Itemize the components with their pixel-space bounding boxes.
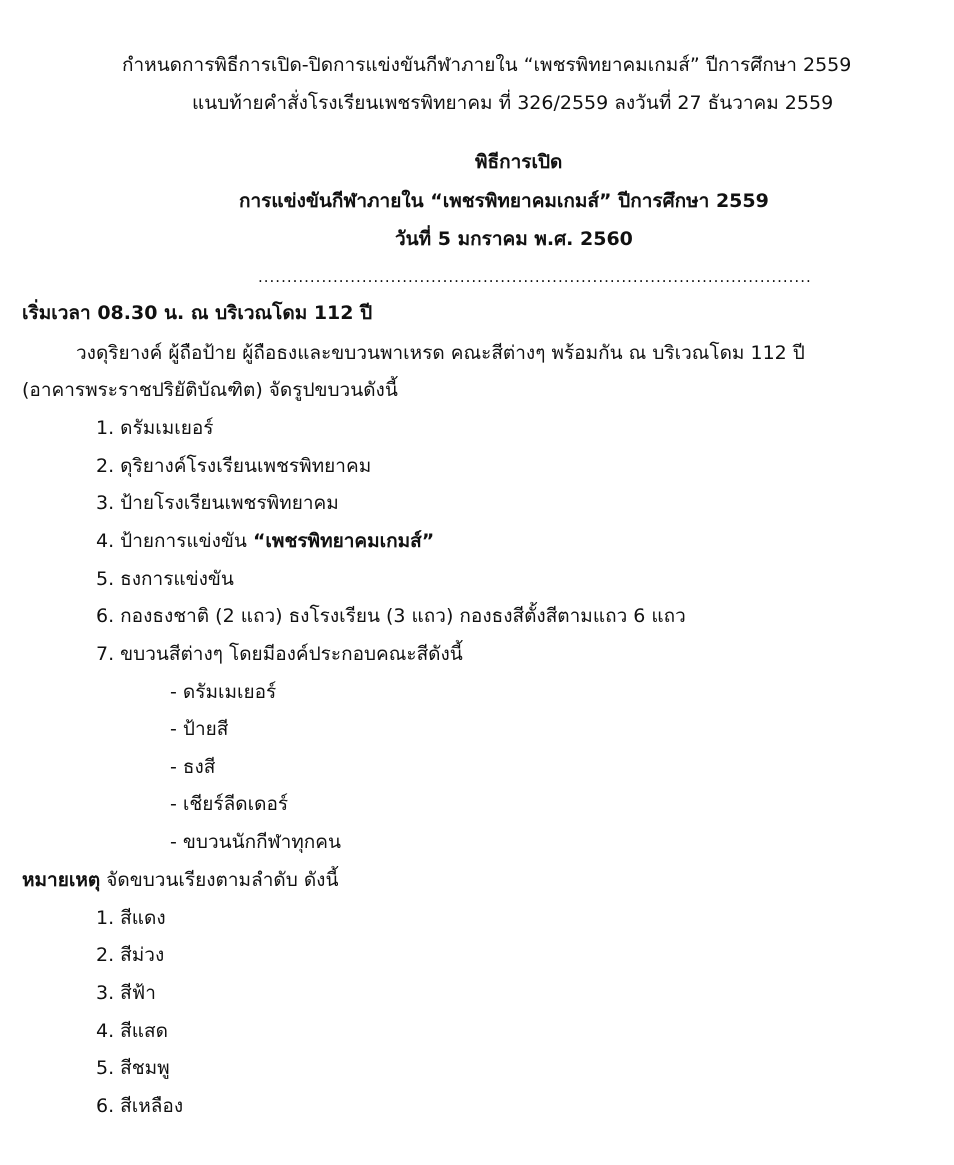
paragraph-line-2: (อาคารพระราชปริยัติบัณฑิต) จัดรูปขบวนดังนี้ — [22, 379, 398, 401]
sub-list-item: - ป้ายสี — [170, 718, 229, 740]
competition-name-bold: “เพชรพิทยาคมเกมส์” — [252, 530, 435, 552]
list-item: 2. ดุริยางค์โรงเรียนเพชรพิทยาคม — [96, 455, 372, 477]
color-order-item: 5. สีชมพู — [96, 1057, 170, 1079]
list-item: 6. กองธงชาติ (2 แถว) ธงโรงเรียน (3 แถว) กองธงสีตั้งสีตามแถว 6 แถว — [96, 605, 686, 627]
separator-dots: ................................................................................................ — [258, 268, 812, 286]
color-order-item: 2. สีม่วง — [96, 944, 165, 966]
note-text: จัดขบวนเรียงตามลำดับ ดังนี้ — [100, 869, 339, 891]
color-order-item: 6. สีเหลือง — [96, 1095, 184, 1117]
header-line-1: กำหนดการพิธีการเปิด-ปิดการแข่งขันกีฬาภายใน “เพชรพิทยาคมเกมส์” ปีการศึกษา 2559 — [122, 54, 852, 76]
note-line — [22, 867, 338, 893]
color-order-item: 1. สีแดง — [96, 907, 166, 929]
header-line-2: แนบท้ายคำสั่งโรงเรียนเพชรพิทยาคม ที่ 326/2559 ลงวันที่ 27 ธันวาคม 2559 — [192, 92, 834, 114]
section-heading: เริ่มเวลา 08.30 น. ณ บริเวณโดม 112 ปี — [22, 302, 373, 324]
sub-list-item: - เชียร์ลีดเดอร์ — [170, 793, 289, 815]
list-item: 1. ดรัมเมเยอร์ — [96, 417, 214, 439]
title-sub: การแข่งขันกีฬาภายใน “เพชรพิทยาคมเกมส์” ปีการศึกษา 2559 — [239, 190, 769, 212]
color-order-item: 4. สีแสด — [96, 1020, 168, 1042]
note-label: หมายเหตุ — [22, 869, 101, 891]
title-date: วันที่ 5 มกราคม พ.ศ. 2560 — [395, 228, 633, 250]
sub-list-item: - ขบวนนักกีฬาทุกคน — [170, 831, 341, 853]
list-item-text: 4. ป้ายการแข่งขัน — [96, 530, 253, 552]
list-item: 7. ขบวนสีต่างๆ โดยมีองค์ประกอบคณะสีดังนี้ — [96, 643, 463, 665]
list-item — [96, 528, 434, 554]
list-item: 5. ธงการแข่งขัน — [96, 568, 234, 590]
color-order-item: 3. สีฟ้า — [96, 982, 156, 1004]
list-item: 3. ป้ายโรงเรียนเพชรพิทยาคม — [96, 492, 339, 514]
paragraph-line-1: วงดุริยางค์ ผู้ถือป้าย ผู้ถือธงและขบวนพาเหรด คณะสีต่างๆ พร้อมกัน ณ บริเวณโดม 112 ปี — [76, 342, 805, 364]
sub-list-item: - ดรัมเมเยอร์ — [170, 681, 277, 703]
title-main: พิธีการเปิด — [475, 151, 563, 173]
sub-list-item: - ธงสี — [170, 756, 216, 778]
